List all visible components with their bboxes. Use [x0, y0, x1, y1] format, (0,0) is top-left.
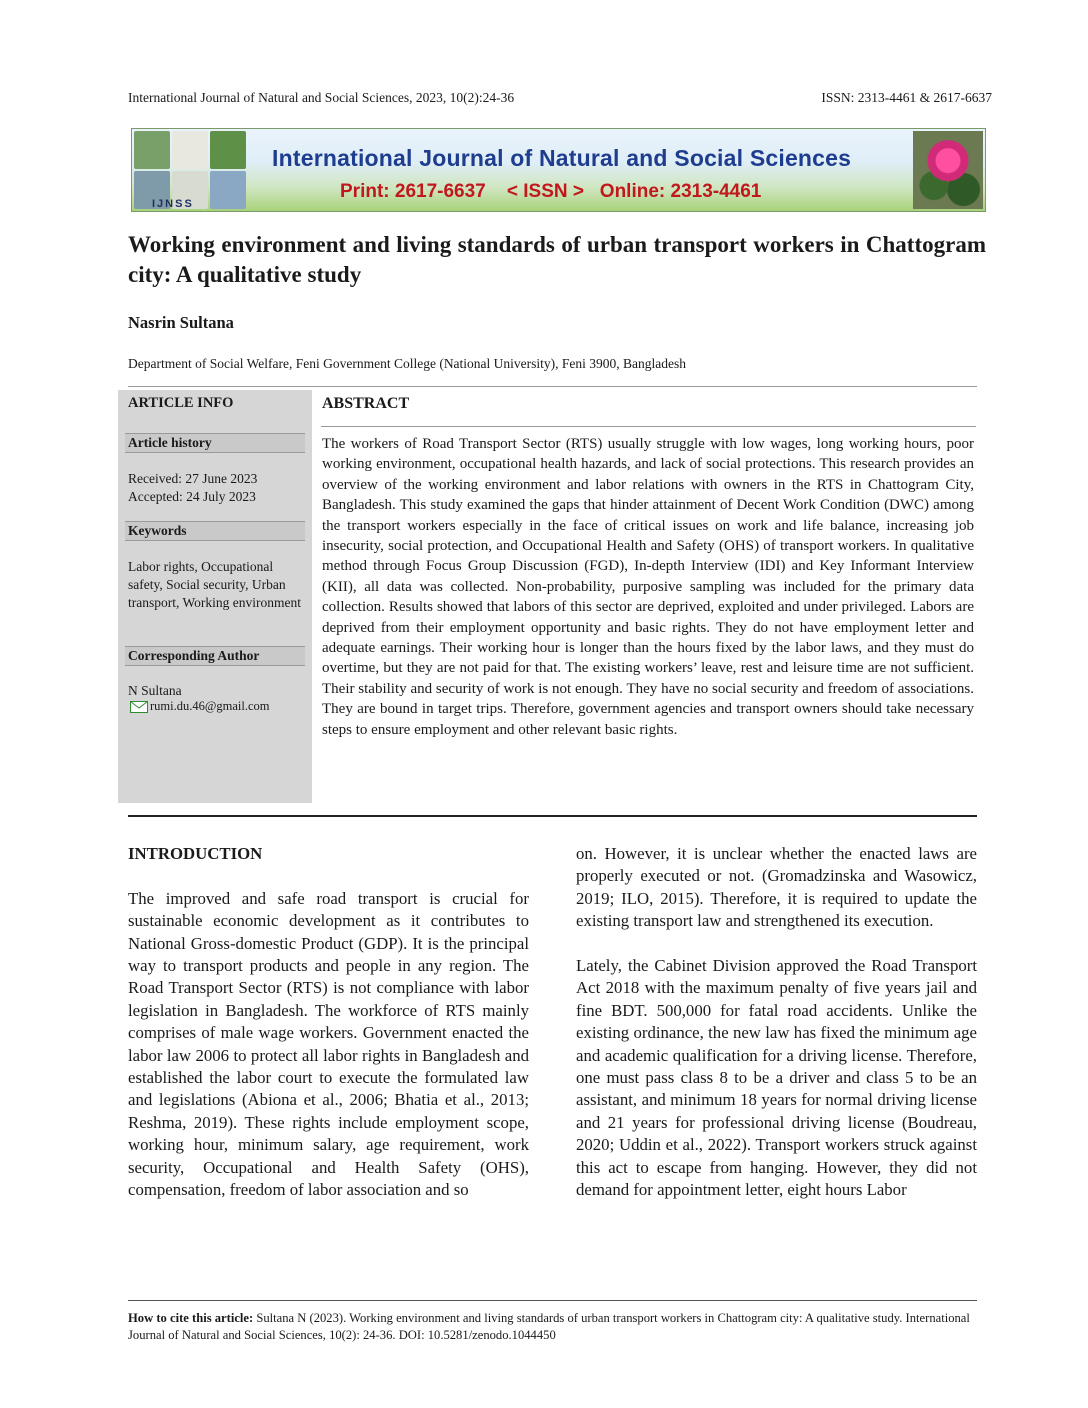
envelope-icon: [130, 701, 148, 713]
article-info-box: [118, 390, 312, 803]
article-title: Working environment and living standards of urban transport workers in Chattogram city: A qualitative study: [128, 232, 986, 287]
citation-note: [128, 1310, 978, 1344]
divider: [321, 426, 976, 427]
section-divider: [128, 815, 977, 817]
flower-image: [913, 131, 983, 209]
body-column-left: [128, 843, 529, 1224]
article-history-label: Article history: [125, 433, 305, 453]
citation-label: How to cite this article:: [128, 1311, 254, 1325]
footer-divider: [128, 1300, 977, 1301]
keywords-label: Keywords: [125, 521, 305, 541]
divider: [128, 386, 977, 387]
article-author: Nasrin Sultana: [128, 313, 234, 332]
citation-text: Sultana N (2023). Working environment and living standards of urban transport workers in Chattogram city: A qualitative study. International Journal of Natural and Social Sciences, 10(2): 24-36. DOI: 10.5281/zenodo.1044450: [128, 1311, 970, 1342]
received-date: Received: 27 June 2023: [128, 471, 258, 486]
introduction-heading: INTRODUCTION: [128, 844, 263, 863]
author-affiliation: Department of Social Welfare, Feni Government College (National University), Feni 3900, Bangladesh: [128, 356, 687, 371]
running-header-right: ISSN: 2313-4461 & 2617-6637: [821, 90, 992, 105]
body-paragraph: Lately, the Cabinet Division approved the Road Transport Act 2018 with the maximum penalty of five years jail and fine BDT. 500,000 for fatal road accidents. Unlike the existing ordinance, the new law has fixed the minimum age and academic qualification for a driving license. Therefore, one must pass class 8 to be a driver and class 5 to be an assistant, and minimum 18 years for normal driving license and 21 years for professional driving license (Boudreau, 2020; Uddin et al., 2022). Transport workers struck against this act to escape from hanging. However, they did not demand for appointment letter, eight hours Labor: [576, 956, 977, 1200]
keywords-text: Labor rights, Occupational safety, Social security, Urban transport, Working environment: [128, 559, 302, 610]
email-link[interactable]: rumi.du.46@gmail.com: [150, 699, 270, 713]
banner-journal-title: International Journal of Natural and Social Sciences: [272, 145, 852, 171]
body-column-right: [576, 843, 977, 1224]
accepted-date: Accepted: 24 July 2023: [128, 489, 256, 504]
corresponding-author-name: N Sultana: [128, 683, 182, 698]
banner-issn-line: Print: 2617-6637 < ISSN > Online: 2313-4461: [340, 181, 762, 202]
article-info-heading: ARTICLE INFO: [128, 395, 234, 411]
corresponding-author-label: Corresponding Author: [125, 646, 305, 666]
email-line: [130, 699, 269, 714]
body-paragraph: The improved and safe road transport is crucial for sustainable economic development as it contributes to National Gross-domestic Product (GDP). It is the principal way to transport products and people in any region. The Road Transport Sector (RTS) is not compliance with labor legislation in Bangladesh. The workforce of RTS mainly comprises of male wage workers. Government enacted the labor law 2006 to protect all labor rights in Bangladesh and established the labor court to execute the formulated law and legislations (Abiona et al., 2006; Bhatia et al., 2013; Reshma, 2019). These rights include employment scope, working hour, minimum salary, age requirement, work security, Occupational and Health Safety (OHS), compensation, freedom of labor association and so: [128, 888, 529, 1200]
abstract-text: The workers of Road Transport Sector (RTS) usually struggle with low wages, long working hours, poor working environment, occupational health hazards, and lack of social protections. This research provides an overview of the working environment and labor relations with owners in the RTS in Chattogram City, Bangladesh. This study examined the gaps that hinder attainment of Decent Work Condition (DWC) among the transport workers especially in the face of critical issues on work and life balance, increasing job insecurity, social protection, and Occupational Health and Safety (OHS) of transport workers. In qualitative method through Focus Group Discussion (FGD), In-depth Interview (IDI) and Key Informant Interview (KII), all data was collected. Non-probability, purposive sampling was included for the primary data collection. Results showed that labors of this sector are deprived, exploited and under privileged. Labors are deprived from their employment opportunity and basic rights. They do not have employment letter and adequate earnings. Their working hour is longer than the hours fixed by the labor laws, and they must do overtime, but they are not paid for that. The existing workers’ leave, rest and leisure time are not sufficient. Their stability and security of work is not enough. They have no social security and freedom of associations. They are bound in target trips. Therefore, government agencies and transport owners should take necessary steps to ensure employment and other relevant basic rights.: [322, 436, 974, 738]
running-header-left: International Journal of Natural and Social Sciences, 2023, 10(2):24-36: [128, 90, 515, 105]
journal-banner: [131, 128, 986, 212]
body-paragraph: on. However, it is unclear whether the enacted laws are properly executed or not. (Gromadzinska and Wasowicz, 2019; ILO, 2015). Therefore, it is required to update the existing transport law and strengthened its execution.: [576, 844, 977, 931]
abstract-heading: ABSTRACT: [322, 395, 410, 412]
banner-logo-text: IJNSS: [152, 198, 194, 210]
